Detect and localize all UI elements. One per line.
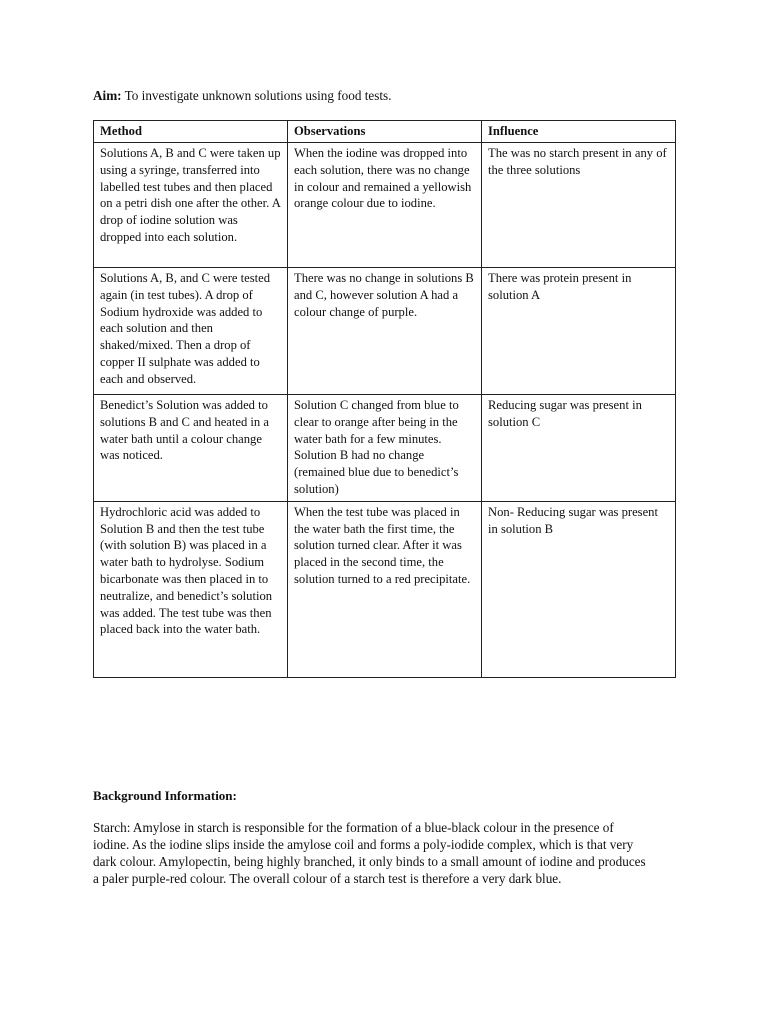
cell-method: Benedict’s Solution was added to solutions B and C and heated in a water bath until a colour change was noticed. xyxy=(94,395,288,502)
background-paragraph: Starch: Amylose in starch is responsible for the formation of a blue-black colour in the presence of iodine. As the iodine slips inside the amylose coil and forms a poly-iodide complex, which is that very dark colour. Amylopectin, being highly branched, it only binds to a small amount of iodine and produces a paler purple-red colour. The overall colour of a starch test is therefore a very dark blue. xyxy=(93,820,646,886)
table-row xyxy=(94,395,676,502)
cell-observations: Solution C changed from blue to clear to orange after being in the water bath for a few minutes. Solution B had no change (remained blue due to benedict’s solution) xyxy=(288,395,482,502)
aim-line xyxy=(93,87,391,104)
table-row xyxy=(94,501,676,677)
food-tests-table xyxy=(93,120,676,678)
cell-method: Hydrochloric acid was added to Solution B and then the test tube (with solution B) was placed in a water bath to hydrolyse. Sodium bicarbonate was then placed in to neutralize, and benedict’s solution was added. The test tube was then placed back into the water bath. xyxy=(94,501,288,677)
background-heading: Background Information: xyxy=(93,788,237,803)
table-header-row xyxy=(94,121,676,143)
cell-influence: The was no starch present in any of the three solutions xyxy=(482,143,676,268)
aim-label: Aim: xyxy=(93,88,122,103)
cell-method: Solutions A, B, and C were tested again (in test tubes). A drop of Sodium hydroxide was added to each solution and then shaked/mixed. Then a drop of copper II sulphate was added to each and observed. xyxy=(94,268,288,395)
header-method: Method xyxy=(94,121,288,143)
aim-text: To investigate unknown solutions using food tests. xyxy=(121,88,392,103)
header-influence: Influence xyxy=(482,121,676,143)
cell-method: Solutions A, B and C were taken up using a syringe, transferred into labelled test tubes and then placed on a petri dish one after the other. A drop of iodine solution was dropped into each solution. xyxy=(94,143,288,268)
cell-influence: Non- Reducing sugar was present in solution B xyxy=(482,501,676,677)
cell-observations: When the test tube was placed in the water bath the first time, the solution turned clear. After it was placed in the second time, the solution turned to a red precipitate. xyxy=(288,501,482,677)
table-row xyxy=(94,143,676,268)
cell-influence: There was protein present in solution A xyxy=(482,268,676,395)
cell-influence: Reducing sugar was present in solution C xyxy=(482,395,676,502)
cell-observations: There was no change in solutions B and C, however solution A had a colour change of purple. xyxy=(288,268,482,395)
table-row xyxy=(94,268,676,395)
header-observations: Observations xyxy=(288,121,482,143)
cell-observations: When the iodine was dropped into each solution, there was no change in colour and remained a yellowish orange colour due to iodine. xyxy=(288,143,482,268)
